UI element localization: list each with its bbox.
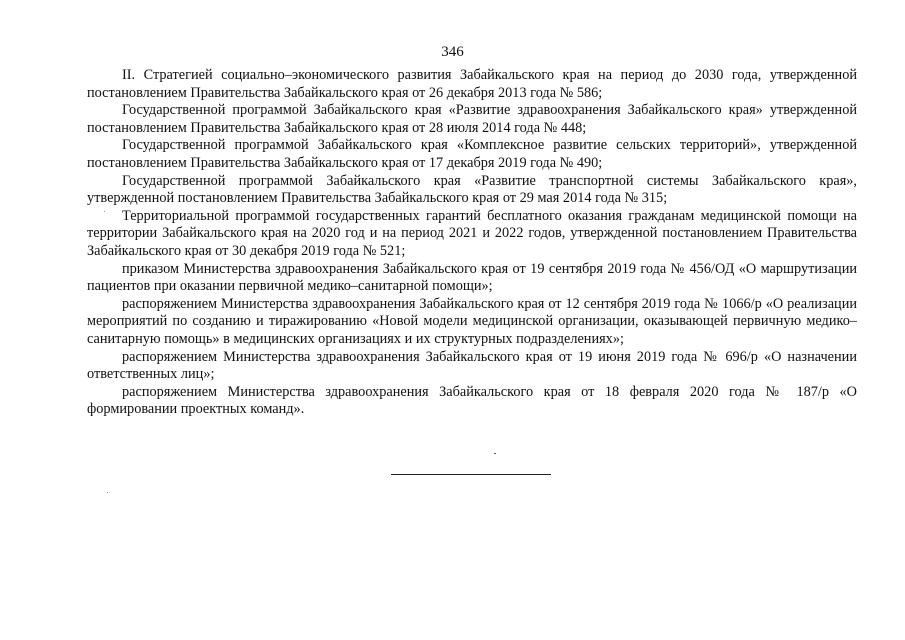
scan-speck bbox=[104, 211, 105, 212]
paragraph-order-456: приказом Министерства здравоохранения Забайкальского края от 19 сентября 2019 года № 456/ОД «О маршрутизации пациентов при оказании первичной медико–санитарной помощи»; bbox=[87, 260, 857, 295]
paragraph-order-1066: распоряжением Министерства здравоохранения Забайкальского края от 12 сентября 2019 года № 1066/р «О реализации мероприятий по созданию и тиражированию «Новой модели медицинской организации, оказывающей первичную медико–санитарную помощь» в медицинских организациях и их структурных подразделениях»; bbox=[87, 295, 857, 347]
scan-speck bbox=[107, 492, 108, 493]
paragraph-order-696: распоряжением Министерства здравоохранения Забайкальского края от 19 июня 2019 года № 696/р «О назначении ответственных лиц»; bbox=[87, 348, 857, 383]
end-separator-line bbox=[391, 474, 551, 475]
paragraph-strategy: II. Стратегией социально–экономического развития Забайкальского края на период до 2030 года, утвержденной постановлением Правительства Забайкальского края от 26 декабря 2013 года № 586; bbox=[87, 67, 857, 101]
page-number: 346 bbox=[441, 44, 464, 60]
scan-speck bbox=[494, 453, 496, 454]
paragraph-healthcare-program: Государственной программой Забайкальского края «Развитие здравоохранения Забайкальского края» утвержденной постановлением Правительства Забайкальского края от 28 июля 2014 года № 448; bbox=[87, 102, 857, 136]
paragraph-order-187: распоряжением Министерства здравоохранения Забайкальского края от 18 февраля 2020 года № 187/р «О формировании проектных команд». bbox=[87, 383, 857, 418]
paragraph-rural-program: Государственной программой Забайкальского края «Комплексное развитие сельских территорий», утвержденной постановлением Правительства Забайкальского края от 17 декабря 2019 года № 490; bbox=[87, 137, 857, 171]
paragraph-territorial-program: Территориальной программой государственных гарантий бесплатного оказания гражданам медицинской помощи на территории Забайкальского края на 2020 год и на период 2021 и 2022 годов, утвержденной постановлением Правительства Забайкальского края от 30 декабря 2019 года № 521; bbox=[87, 207, 857, 259]
body-text bbox=[87, 67, 857, 419]
paragraph-transport-program: Государственной программой Забайкальского края «Развитие транспортной системы Забайкальского края», утвержденной постановлением Правительства Забайкальского края от 29 мая 2014 года № 315; bbox=[87, 172, 857, 207]
